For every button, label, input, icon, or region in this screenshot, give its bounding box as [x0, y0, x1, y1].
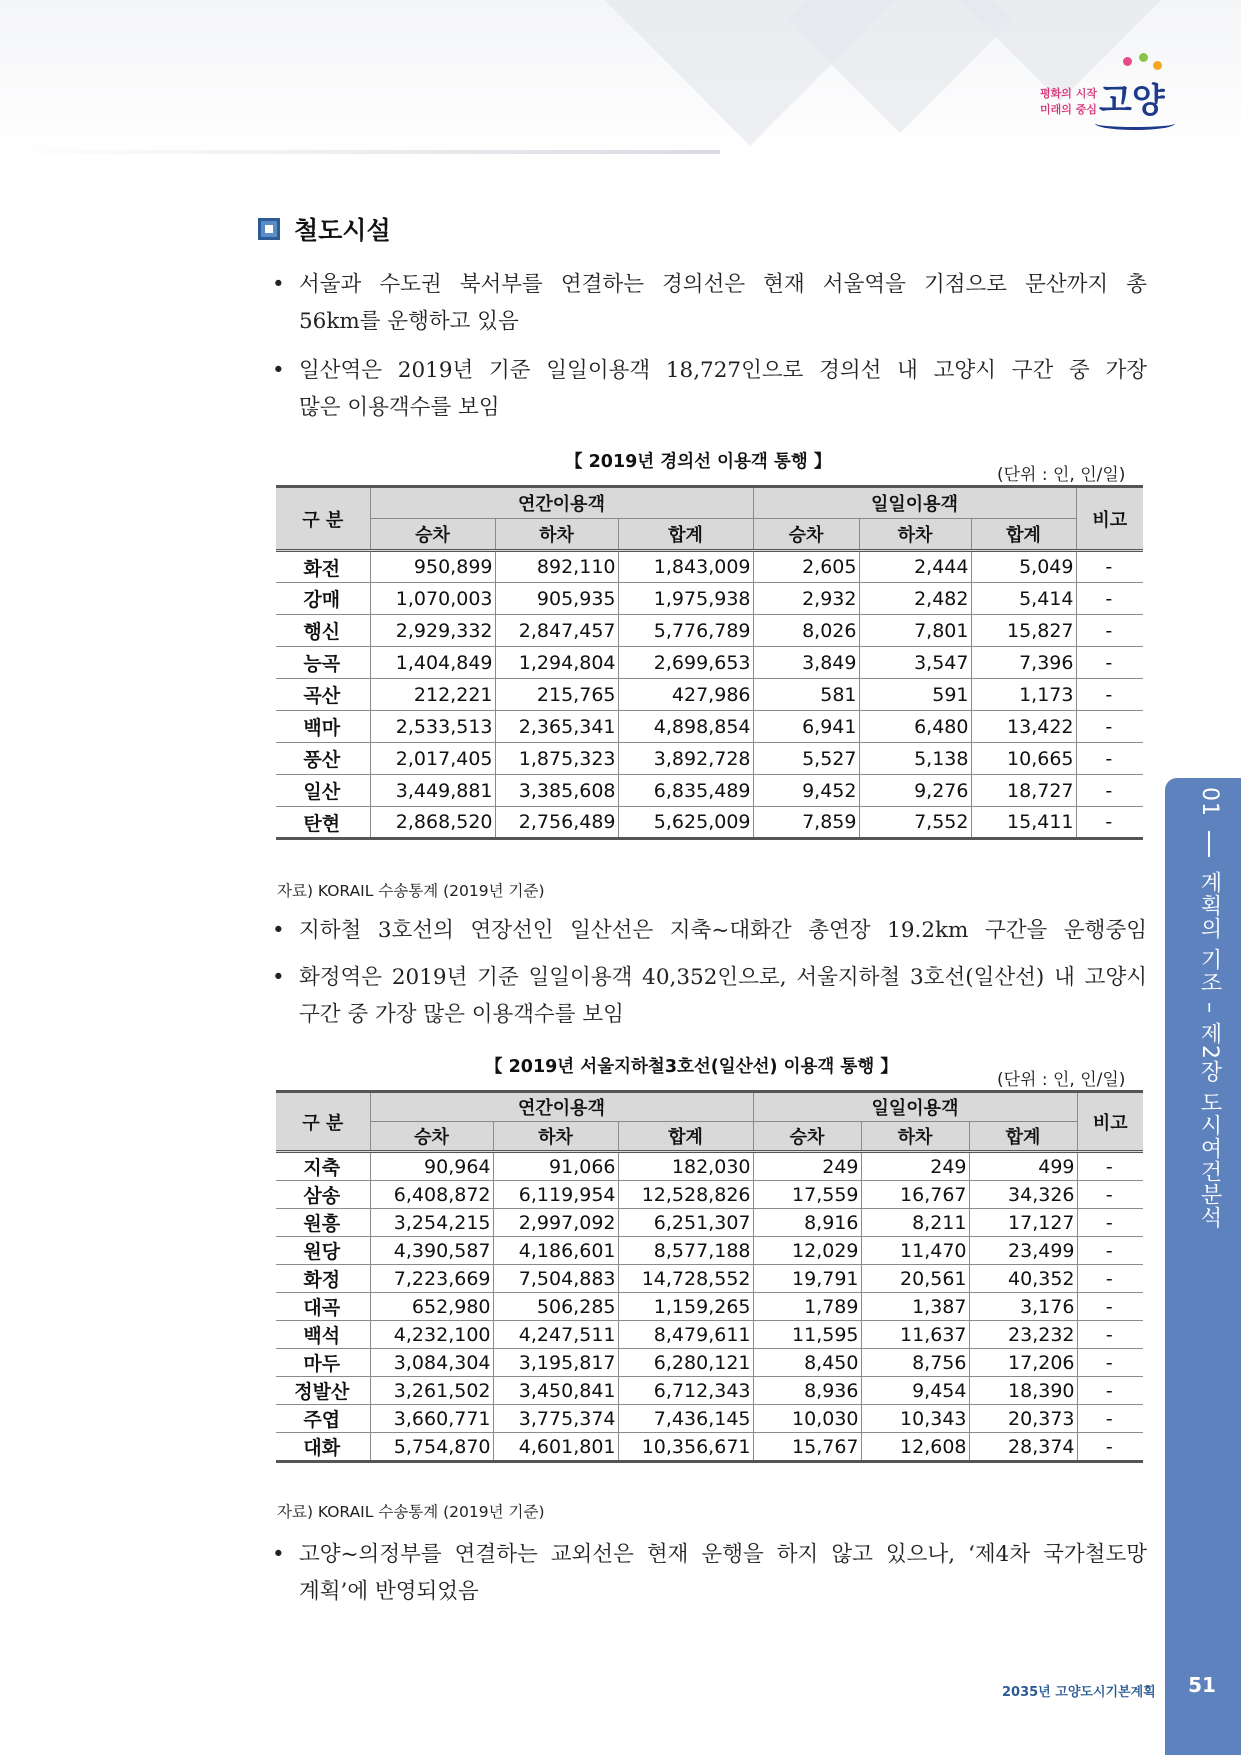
cell-note: - — [1077, 1265, 1143, 1293]
cell-a-total: 8,577,188 — [618, 1237, 753, 1265]
cell-a-board: 2,929,332 — [370, 615, 495, 647]
chapter-label — [1185, 787, 1225, 1229]
cell-a-board: 652,980 — [370, 1293, 493, 1321]
cell-a-board: 3,449,881 — [370, 775, 495, 807]
cell-a-total: 182,030 — [618, 1152, 753, 1181]
bullet-1-line-2: 56km를 운행하고 있음 — [299, 309, 519, 334]
cell-d-alight: 3,547 — [859, 647, 971, 679]
cell-d-board: 9,452 — [753, 775, 859, 807]
bullet-4-line-1: 화정역은 2019년 기준 일일이용객 40,352인으로, 서울지하철 3호선(일산선) 내 고양시 — [299, 965, 1147, 990]
table-row — [276, 647, 1143, 679]
bullet-2-line-1: 일산역은 2019년 기준 일일이용객 18,727인으로 경의선 내 고양시 구간 중 가장 — [299, 358, 1147, 383]
header-category: 구 분 — [276, 1092, 370, 1152]
cell-a-board: 3,254,215 — [370, 1209, 493, 1237]
cell-a-alight: 2,847,457 — [495, 615, 618, 647]
cell-d-alight: 5,138 — [859, 743, 971, 775]
cell-note: - — [1077, 1181, 1143, 1209]
cell-a-total: 5,776,789 — [618, 615, 753, 647]
header-note: 비고 — [1077, 1092, 1143, 1152]
table-row — [276, 1433, 1143, 1462]
subheader-annual-alight: 하차 — [493, 1122, 618, 1152]
cell-name: 풍산 — [276, 743, 370, 775]
cell-d-board: 8,026 — [753, 615, 859, 647]
cell-name: 곡산 — [276, 679, 370, 711]
cell-name: 화전 — [276, 551, 370, 583]
cell-a-board: 950,899 — [370, 551, 495, 583]
cell-d-total: 5,049 — [971, 551, 1076, 583]
cell-a-board: 3,084,304 — [370, 1349, 493, 1377]
cell-a-total: 6,280,121 — [618, 1349, 753, 1377]
subheader-daily-alight: 하차 — [859, 519, 971, 551]
subheader-daily-alight: 하차 — [861, 1122, 969, 1152]
bullet-dot-icon: • — [272, 918, 285, 943]
cell-d-alight: 1,387 — [861, 1293, 969, 1321]
cell-d-alight: 2,444 — [859, 551, 971, 583]
table-row — [276, 1265, 1143, 1293]
cell-name: 행신 — [276, 615, 370, 647]
table-1-source: 자료) KORAIL 수송통계 (2019년 기준) — [277, 882, 545, 900]
cell-d-total: 10,665 — [971, 743, 1076, 775]
table-row — [276, 711, 1143, 743]
cell-d-alight: 10,343 — [861, 1405, 969, 1433]
cell-d-board: 8,916 — [753, 1209, 861, 1237]
cell-a-alight: 3,450,841 — [493, 1377, 618, 1405]
header-divider — [0, 150, 720, 154]
bullet-paragraph-3 — [272, 912, 1147, 949]
cell-a-alight: 6,119,954 — [493, 1181, 618, 1209]
subheader-daily-total: 합계 — [969, 1122, 1077, 1152]
cell-d-alight: 16,767 — [861, 1181, 969, 1209]
cell-d-alight: 8,211 — [861, 1209, 969, 1237]
table-2-unit: (단위 : 인, 인/일) — [997, 1070, 1126, 1090]
cell-a-total: 8,479,611 — [618, 1321, 753, 1349]
table-2-source: 자료) KORAIL 수송통계 (2019년 기준) — [277, 1503, 545, 1521]
cell-a-alight: 7,504,883 — [493, 1265, 618, 1293]
ilsan-line-table — [276, 1090, 1143, 1463]
cell-name: 정발산 — [276, 1377, 370, 1405]
cell-a-board: 2,868,520 — [370, 807, 495, 839]
cell-a-board: 5,754,870 — [370, 1433, 493, 1462]
cell-a-total: 4,898,854 — [618, 711, 753, 743]
cell-d-alight: 591 — [859, 679, 971, 711]
cell-a-alight: 3,385,608 — [495, 775, 618, 807]
cell-note: - — [1076, 583, 1143, 615]
cell-a-alight: 1,294,804 — [495, 647, 618, 679]
logo-leaf-icon — [1139, 53, 1148, 62]
cell-d-board: 2,605 — [753, 551, 859, 583]
subheader-annual-total: 합계 — [618, 519, 753, 551]
table-row — [276, 1152, 1143, 1181]
cell-d-total: 17,127 — [969, 1209, 1077, 1237]
cell-d-alight: 8,756 — [861, 1349, 969, 1377]
cell-a-board: 3,261,502 — [370, 1377, 493, 1405]
cell-note: - — [1077, 1321, 1143, 1349]
cell-a-alight: 3,195,817 — [493, 1349, 618, 1377]
bullet-3-line-1: 지하철 3호선의 연장선인 일산선은 지축~대화간 총연장 19.2km 구간을 운행중임 — [299, 918, 1147, 943]
table-row — [276, 1349, 1143, 1377]
cell-a-total: 6,712,343 — [618, 1377, 753, 1405]
cell-a-board: 3,660,771 — [370, 1405, 493, 1433]
cell-note: - — [1077, 1209, 1143, 1237]
bullet-5-line-2: 계획’에 반영되었음 — [299, 1579, 479, 1604]
cell-a-total: 12,528,826 — [618, 1181, 753, 1209]
cell-d-board: 15,767 — [753, 1433, 861, 1462]
cell-a-board: 90,964 — [370, 1152, 493, 1181]
cell-a-board: 2,017,405 — [370, 743, 495, 775]
logo-flower-icon — [1123, 57, 1132, 66]
bullet-dot-icon: • — [272, 272, 285, 297]
cell-d-board: 19,791 — [753, 1265, 861, 1293]
chapter-number: 01 — [1197, 787, 1222, 817]
cell-note: - — [1077, 1405, 1143, 1433]
cell-a-total: 3,892,728 — [618, 743, 753, 775]
subheader-annual-board: 승차 — [370, 1122, 493, 1152]
cell-note: - — [1076, 551, 1143, 583]
cell-d-total: 499 — [969, 1152, 1077, 1181]
cell-d-alight: 2,482 — [859, 583, 971, 615]
table-row — [276, 679, 1143, 711]
cell-name: 대곡 — [276, 1293, 370, 1321]
subheader-daily-board: 승차 — [753, 519, 859, 551]
cell-d-alight: 7,552 — [859, 807, 971, 839]
logo-slogan-2: 미래의 중심 — [1040, 103, 1097, 116]
logo-name: 고양 — [1099, 81, 1165, 121]
bullet-4-line-2: 구간 중 가장 많은 이용객수를 보임 — [299, 1002, 624, 1027]
cell-name: 삼송 — [276, 1181, 370, 1209]
cell-d-board: 581 — [753, 679, 859, 711]
bullet-5-line-1: 고양~의정부를 연결하는 교외선은 현재 운행을 하지 않고 있으나, ‘제4차 국가철도망 — [299, 1542, 1147, 1567]
cell-a-total: 5,625,009 — [618, 807, 753, 839]
cell-a-total: 1,159,265 — [618, 1293, 753, 1321]
cell-a-alight: 2,365,341 — [495, 711, 618, 743]
subheader-annual-total: 합계 — [618, 1122, 753, 1152]
bullet-2-line-2: 많은 이용객수를 보임 — [299, 395, 500, 420]
gyeongui-line-table — [276, 485, 1143, 840]
cell-a-alight: 91,066 — [493, 1152, 618, 1181]
table-row — [276, 615, 1143, 647]
table-row — [276, 1321, 1143, 1349]
cell-note: - — [1077, 1377, 1143, 1405]
section-heading — [258, 211, 391, 247]
header-annual: 연간이용객 — [370, 1092, 753, 1122]
cell-d-total: 23,232 — [969, 1321, 1077, 1349]
cell-a-total: 1,843,009 — [618, 551, 753, 583]
cell-a-total: 7,436,145 — [618, 1405, 753, 1433]
cell-name: 탄현 — [276, 807, 370, 839]
cell-a-alight: 215,765 — [495, 679, 618, 711]
cell-note: - — [1076, 647, 1143, 679]
table-1-body — [276, 551, 1143, 839]
cell-a-alight: 2,756,489 — [495, 807, 618, 839]
cell-a-alight: 4,186,601 — [493, 1237, 618, 1265]
table-row — [276, 1377, 1143, 1405]
bullet-paragraph-4 — [272, 959, 1147, 1033]
cell-a-board: 2,533,513 — [370, 711, 495, 743]
cell-a-board: 1,404,849 — [370, 647, 495, 679]
subheader-annual-board: 승차 — [370, 519, 495, 551]
cell-d-board: 7,859 — [753, 807, 859, 839]
cell-d-board: 3,849 — [753, 647, 859, 679]
subheader-daily-board: 승차 — [753, 1122, 861, 1152]
goyang-logo — [1035, 55, 1185, 135]
logo-slogan-1: 평화의 시작 — [1040, 87, 1097, 100]
cell-name: 원흥 — [276, 1209, 370, 1237]
subheader-daily-total: 합계 — [971, 519, 1076, 551]
cell-note: - — [1076, 711, 1143, 743]
cell-d-board: 10,030 — [753, 1405, 861, 1433]
table-2-title: 【 2019년 서울지하철3호선(일산선) 이용객 통행 】 — [485, 1057, 898, 1077]
table-row — [276, 1293, 1143, 1321]
cell-a-alight: 2,997,092 — [493, 1209, 618, 1237]
cell-d-total: 15,827 — [971, 615, 1076, 647]
table-row — [276, 1237, 1143, 1265]
cell-name: 능곡 — [276, 647, 370, 679]
cell-note: - — [1076, 775, 1143, 807]
cell-note: - — [1077, 1293, 1143, 1321]
table-1-unit: (단위 : 인, 인/일) — [997, 465, 1126, 485]
cell-a-board: 6,408,872 — [370, 1181, 493, 1209]
cell-d-alight: 12,608 — [861, 1433, 969, 1462]
cell-a-total: 2,699,653 — [618, 647, 753, 679]
cell-d-total: 40,352 — [969, 1265, 1077, 1293]
cell-note: - — [1076, 807, 1143, 839]
cell-name: 마두 — [276, 1349, 370, 1377]
cell-a-total: 1,975,938 — [618, 583, 753, 615]
cell-a-board: 7,223,669 — [370, 1265, 493, 1293]
cell-d-total: 23,499 — [969, 1237, 1077, 1265]
bullet-1-line-1: 서울과 수도권 북서부를 연결하는 경의선은 현재 서울역을 기점으로 문산까지 총 — [299, 272, 1147, 297]
table-row — [276, 743, 1143, 775]
cell-a-alight: 4,601,801 — [493, 1433, 618, 1462]
cell-d-board: 11,595 — [753, 1321, 861, 1349]
cell-a-total: 427,986 — [618, 679, 753, 711]
cell-d-board: 12,029 — [753, 1237, 861, 1265]
cell-d-alight: 9,454 — [861, 1377, 969, 1405]
cell-d-board: 8,936 — [753, 1377, 861, 1405]
cell-a-alight: 506,285 — [493, 1293, 618, 1321]
header-category: 구 분 — [276, 487, 370, 551]
cell-name: 원당 — [276, 1237, 370, 1265]
cell-d-board: 1,789 — [753, 1293, 861, 1321]
cell-name: 지축 — [276, 1152, 370, 1181]
cell-d-total: 20,373 — [969, 1405, 1077, 1433]
cell-d-alight: 7,801 — [859, 615, 971, 647]
cell-d-total: 15,411 — [971, 807, 1076, 839]
cell-note: - — [1076, 615, 1143, 647]
cell-note: - — [1077, 1152, 1143, 1181]
cell-a-total: 6,251,307 — [618, 1209, 753, 1237]
cell-a-board: 4,232,100 — [370, 1321, 493, 1349]
table-row — [276, 1405, 1143, 1433]
cell-d-alight: 11,470 — [861, 1237, 969, 1265]
cell-a-board: 212,221 — [370, 679, 495, 711]
cell-d-total: 1,173 — [971, 679, 1076, 711]
section-title: 철도시설 — [294, 216, 391, 245]
cell-a-alight: 1,875,323 — [495, 743, 618, 775]
cell-note: - — [1076, 679, 1143, 711]
table-row — [276, 1181, 1143, 1209]
cell-a-alight: 905,935 — [495, 583, 618, 615]
logo-star-icon — [1153, 61, 1162, 70]
cell-d-alight: 9,276 — [859, 775, 971, 807]
header-daily: 일일이용객 — [753, 487, 1076, 519]
cell-note: - — [1077, 1349, 1143, 1377]
table-row — [276, 775, 1143, 807]
cell-d-total: 3,176 — [969, 1293, 1077, 1321]
table-2-body — [276, 1152, 1143, 1462]
footer-doc-title: 2035년 고양도시기본계획 — [1002, 1685, 1156, 1700]
bullet-paragraph-1 — [272, 266, 1147, 340]
bullet-paragraph-5 — [272, 1536, 1147, 1610]
bullet-dot-icon: • — [272, 965, 285, 990]
table-1-title: 【 2019년 경의선 이용객 통행 】 — [565, 452, 832, 472]
cell-d-alight: 20,561 — [861, 1265, 969, 1293]
bullet-paragraph-2 — [272, 352, 1147, 426]
chapter-title: 계획의 기조 – 제2장 도시여건분석 — [1197, 871, 1222, 1229]
header-annual: 연간이용객 — [370, 487, 753, 519]
cell-d-total: 18,727 — [971, 775, 1076, 807]
cell-name: 일산 — [276, 775, 370, 807]
cell-d-board: 249 — [753, 1152, 861, 1181]
cell-d-alight: 249 — [861, 1152, 969, 1181]
cell-a-total: 14,728,552 — [618, 1265, 753, 1293]
cell-name: 주엽 — [276, 1405, 370, 1433]
cell-d-total: 7,396 — [971, 647, 1076, 679]
cell-a-alight: 892,110 — [495, 551, 618, 583]
cell-name: 대화 — [276, 1433, 370, 1462]
cell-name: 강매 — [276, 583, 370, 615]
cell-d-board: 6,941 — [753, 711, 859, 743]
cell-a-board: 4,390,587 — [370, 1237, 493, 1265]
subheader-annual-alight: 하차 — [495, 519, 618, 551]
chapter-separator — [1208, 831, 1210, 857]
page-number: 51 — [1188, 1673, 1216, 1697]
cell-d-board: 2,932 — [753, 583, 859, 615]
logo-swoosh — [1095, 117, 1175, 130]
cell-a-alight: 3,775,374 — [493, 1405, 618, 1433]
cell-a-board: 1,070,003 — [370, 583, 495, 615]
cell-note: - — [1077, 1237, 1143, 1265]
cell-name: 백석 — [276, 1321, 370, 1349]
table-row — [276, 583, 1143, 615]
header-note: 비고 — [1076, 487, 1143, 551]
cell-d-total: 17,206 — [969, 1349, 1077, 1377]
cell-note: - — [1076, 743, 1143, 775]
cell-d-board: 17,559 — [753, 1181, 861, 1209]
cell-d-alight: 6,480 — [859, 711, 971, 743]
bullet-dot-icon: • — [272, 1542, 285, 1567]
cell-name: 백마 — [276, 711, 370, 743]
cell-a-total: 6,835,489 — [618, 775, 753, 807]
header-daily: 일일이용객 — [753, 1092, 1077, 1122]
cell-d-total: 5,414 — [971, 583, 1076, 615]
cell-d-total: 13,422 — [971, 711, 1076, 743]
cell-d-total: 34,326 — [969, 1181, 1077, 1209]
cell-d-board: 5,527 — [753, 743, 859, 775]
cell-name: 화정 — [276, 1265, 370, 1293]
cell-d-total: 18,390 — [969, 1377, 1077, 1405]
table-row — [276, 551, 1143, 583]
cell-note: - — [1077, 1433, 1143, 1462]
table-row — [276, 807, 1143, 839]
cell-d-alight: 11,637 — [861, 1321, 969, 1349]
cell-a-alight: 4,247,511 — [493, 1321, 618, 1349]
bullet-dot-icon: • — [272, 358, 285, 383]
table-row — [276, 1209, 1143, 1237]
square-bullet-icon — [258, 218, 280, 240]
cell-d-board: 8,450 — [753, 1349, 861, 1377]
cell-d-total: 28,374 — [969, 1433, 1077, 1462]
cell-a-total: 10,356,671 — [618, 1433, 753, 1462]
